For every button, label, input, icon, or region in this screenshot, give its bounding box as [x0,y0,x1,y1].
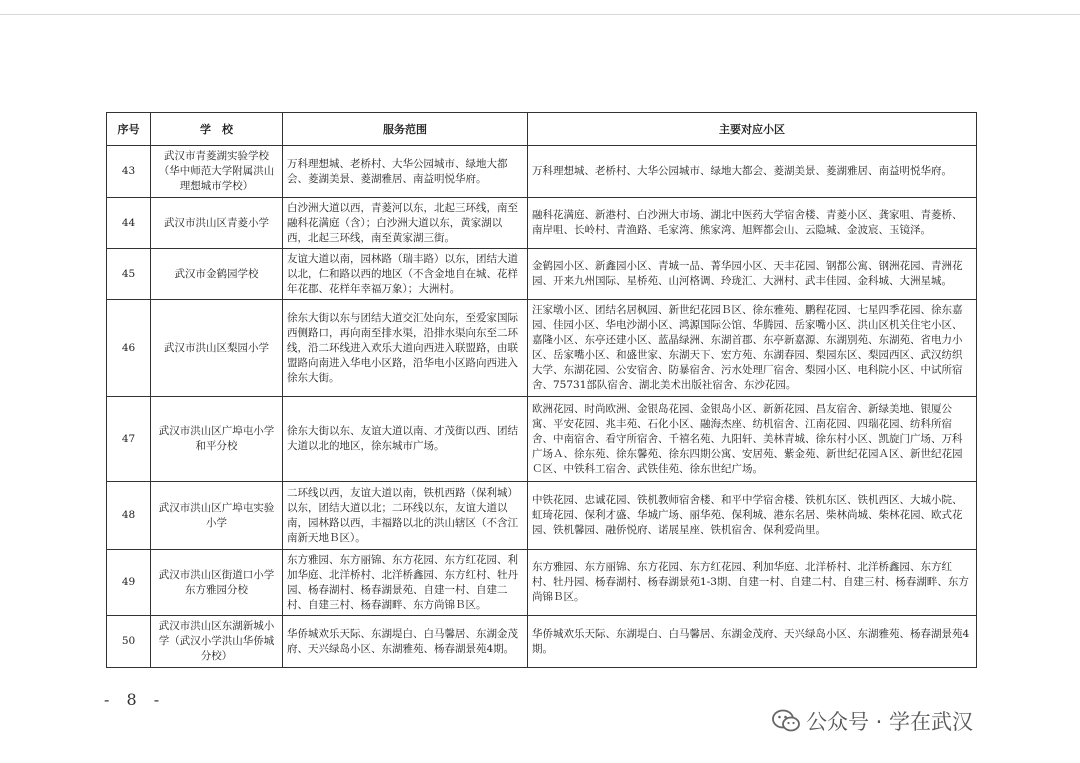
row-communities: 中铁花园、忠诚花园、铁机教师宿舍楼、和平中学宿舍楼、铁机东区、铁机西区、大城小院、虹琦花园、保利才盛、华城广场、丽华苑、保利城、港东名居、柴林尚城、柴林花园、欧式花园、铁机馨园、融侨悦府、诺展星座、铁机宿舍、保利爱尚里。 [528,482,977,550]
school-zoning-table [106,112,977,668]
table-row [107,249,977,300]
row-range: 万科理想城、老桥村、大华公园城市、绿地大都会、菱湖美景、菱湖雅居、南益明悦华府。 [283,146,528,198]
table-row [107,146,977,198]
row-num: 50 [107,616,151,668]
row-num: 47 [107,397,151,482]
page-top-edge [0,14,1080,15]
row-school: 武汉市洪山区街道口小学东方雅园分校 [151,550,283,616]
row-range: 徐东大街以东、友谊大道以南、才茂街以西、团结大道以北的地区，徐东城市广场。 [283,397,528,482]
row-num: 46 [107,300,151,397]
row-range: 东方雅园、东方丽锦、东方花园、东方红花园、利加华庭、北洋桥村、北洋桥鑫园、东方红村、牡丹园、杨春湖村、杨春湖景苑、自建一村、自建二村、自建三村、杨春湖畔、东方尚锦Ｂ区。 [283,550,528,616]
row-num: 48 [107,482,151,550]
row-communities: 欧洲花园、时尚欧洲、金银岛花园、金银岛小区、新新花园、昌友宿舍、新绿美地、银厦公寓、平安花园、兆丰苑、石化小区、融海杰座、纺机宿舍、江南花园、四瑞花园、纺科所宿舍、中南宿舍、看守所宿舍、千禧名苑、九阳轩、美林青城、徐东村小区、凯旋门广场、万科广场Ａ、徐东苑、徐东馨苑、徐东四期公寓、安居苑、紫金苑、新世纪花园Ａ区、新世纪花园Ｃ区、中铁科工宿舍、武铁佳苑、徐东世纪广场。 [528,397,977,482]
row-school: 武汉市洪山区广埠屯小学和平分校 [151,397,283,482]
row-school: 武汉市洪山区青菱小学 [151,198,283,249]
table-row [107,550,977,616]
row-school: 武汉市青菱湖实验学校（华中师范大学附属洪山理想城市学校） [151,146,283,198]
row-range: 二环线以西，友谊大道以南，铁机西路（保利城）以东，团结大道以北；二环线以东，友谊大道以南，园林路以西，丰福路以北的洪山辖区（不含江南新天地Ｂ区）。 [283,482,528,550]
row-communities: 融科花满庭、新港村、白沙洲大市场、湖北中医药大学宿舍楼、青菱小区、龚家咀、青菱桥、南岸咀、长岭村、青渔路、毛家湾、熊家湾、旭辉都会山、云隐城、金波宸、玉镜泽。 [528,198,977,249]
row-num: 44 [107,198,151,249]
row-range: 友谊大道以南，园林路（瑞丰路）以东，团结大道以北，仁和路以西的地区（不含金地自在城、花样年花郡、花样年幸福万象）；大洲村。 [283,249,528,300]
row-communities: 万科理想城、老桥村、大华公园城市、绿地大都会、菱湖美景、菱湖雅居、南益明悦华府。 [528,146,977,198]
row-communities: 东方雅园、东方丽锦、东方花园、东方红花园、利加华庭、北洋桥村、北洋桥鑫园、东方红村、牡丹园、杨春湖村、杨春湖景苑1-3期、自建一村、自建二村、自建三村、杨春湖畔、东方尚锦Ｂ区。 [528,550,977,616]
row-school: 武汉市金鹤园学校 [151,249,283,300]
row-num: 49 [107,550,151,616]
row-range: 华侨城欢乐天际、东湖堤白、白马馨居、东湖金茂府、天兴绿岛小区、东湖雅苑、杨春湖景苑4期。 [283,616,528,668]
wechat-icon [772,709,800,733]
row-school: 武汉市洪山区东湖新城小学（武汉小学洪山华侨城分校） [151,616,283,668]
row-range: 白沙洲大道以西，青菱河以东，北起三环线，南至融科花满庭（含）；白沙洲大道以东，黄家湖以西，北起三环线，南至黄家湖三街。 [283,198,528,249]
header-range: 服务范围 [283,113,528,146]
watermark [772,706,973,736]
row-num: 45 [107,249,151,300]
row-communities: 汪家墩小区、团结名居枫园、新世纪花园Ｂ区、徐东雅苑、鹏程花园、七星四季花园、徐东嘉园、佳园小区、华电沙湖小区、鸿源国际公馆、华腾园、岳家嘴小区、洪山区机关住宅小区、嘉隆小区、东亭还建小区、蓝晶绿洲、东湖首郡、东亭新嘉源、东湖别苑、东湖苑、省电力小区、岳家嘴小区、和盛世家、东湖天下、宏方苑、东湖春园、梨园东区、梨园西区、武汉纺织大学、东湖花园、公安宿舍、防暴宿舍、污水处理厂宿舍、梨园小区、电科院小区、中试所宿舍、75731部队宿舍、湖北美术出版社宿舍、东沙花园。 [528,300,977,397]
watermark-text: 公众号 · 学在武汉 [806,710,974,734]
row-num: 43 [107,146,151,198]
table-header-row [107,113,977,146]
page-number: - 8 - [104,690,166,709]
header-communities: 主要对应小区 [528,113,977,146]
row-range: 徐东大街以东与团结大道交汇处向东，至爱家国际西侧路口，再向南至排水渠，沿排水渠向东至二环线，沿二环线进入欢乐大道向西进入联盟路，由联盟路向南进入华电小区路，沿华电小区路向西进入徐东大街。 [283,300,528,397]
row-communities: 华侨城欢乐天际、东湖堤白、白马馨居、东湖金茂府、天兴绿岛小区、东湖雅苑、杨春湖景苑4期。 [528,616,977,668]
header-school: 学 校 [151,113,283,146]
row-school: 武汉市洪山区梨园小学 [151,300,283,397]
table-row [107,616,977,668]
table-row [107,198,977,249]
row-school: 武汉市洪山区广埠屯实验小学 [151,482,283,550]
table-row [107,482,977,550]
table-row [107,397,977,482]
table-row [107,300,977,397]
header-num: 序号 [107,113,151,146]
row-communities: 金鹤园小区、新鑫园小区、青城一品、菁华园小区、天丰花园、钢都公寓、钢洲花园、青洲花园、开来九州国际、星桥苑、山河格调、玲珑汇、大洲村、武丰佳园、金科城、大洲星城。 [528,249,977,300]
